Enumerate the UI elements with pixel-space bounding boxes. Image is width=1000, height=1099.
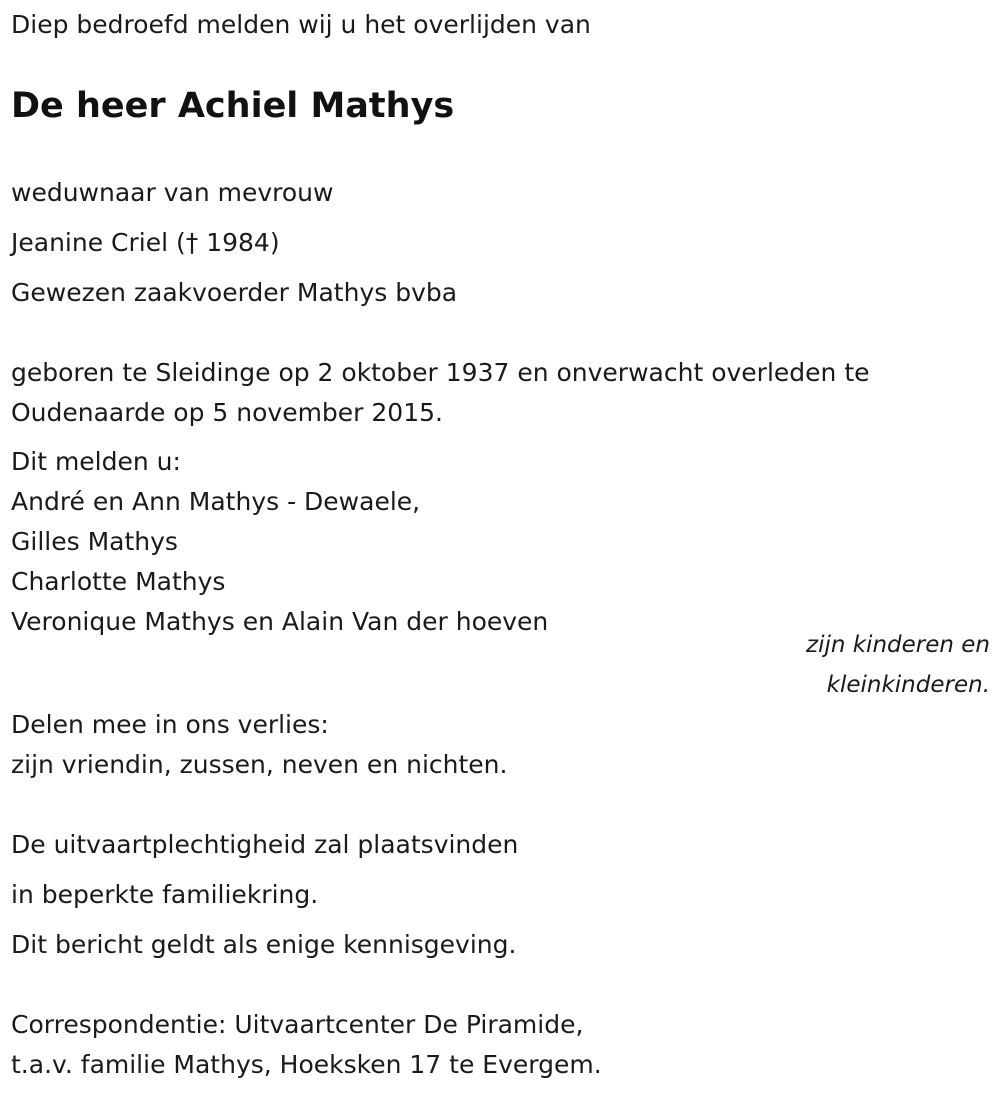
correspondence-line-1: Correspondentie: Uitvaartcenter De Piramide, xyxy=(11,1010,584,1039)
intro-text: Diep bedroefd melden wij u het overlijden van xyxy=(11,10,591,39)
share-list: zijn vriendin, zussen, neven en nichten. xyxy=(11,750,508,779)
family-member: André en Ann Mathys - Dewaele, xyxy=(11,487,421,516)
notice-line: Dit bericht geldt als enige kennisgeving. xyxy=(11,930,517,959)
spouse-death-year: 1984) xyxy=(198,228,280,257)
funeral-line-1: De uitvaartplechtigheid zal plaatsvinden xyxy=(11,830,519,859)
relation-line-1: zijn kinderen en xyxy=(806,632,990,658)
birth-death-line-2: Oudenaarde op 5 november 2015. xyxy=(11,398,443,427)
spouse-name: Jeanine Criel ( xyxy=(11,228,186,257)
occupation: Gewezen zaakvoerder Mathys bvba xyxy=(11,278,458,307)
family-member: Gilles Mathys xyxy=(11,527,178,556)
announce-intro: Dit melden u: xyxy=(11,447,181,476)
funeral-line-2: in beperkte familiekring. xyxy=(11,880,319,909)
relation-line-2: kleinkinderen. xyxy=(826,672,990,698)
correspondence-line-2: t.a.v. familie Mathys, Hoeksken 17 te Evergem. xyxy=(11,1050,602,1079)
spouse-name-line xyxy=(11,228,280,258)
birth-death-line-1: geboren te Sleidinge op 2 oktober 1937 en onverwacht overleden te xyxy=(11,358,870,387)
cross-icon: † xyxy=(185,228,199,257)
deceased-name: De heer Achiel Mathys xyxy=(11,86,455,126)
share-intro: Delen mee in ons verlies: xyxy=(11,710,329,739)
family-member: Veronique Mathys en Alain Van der hoeven xyxy=(11,607,549,636)
family-member: Charlotte Mathys xyxy=(11,567,226,596)
spouse-line: weduwnaar van mevrouw xyxy=(11,178,334,207)
